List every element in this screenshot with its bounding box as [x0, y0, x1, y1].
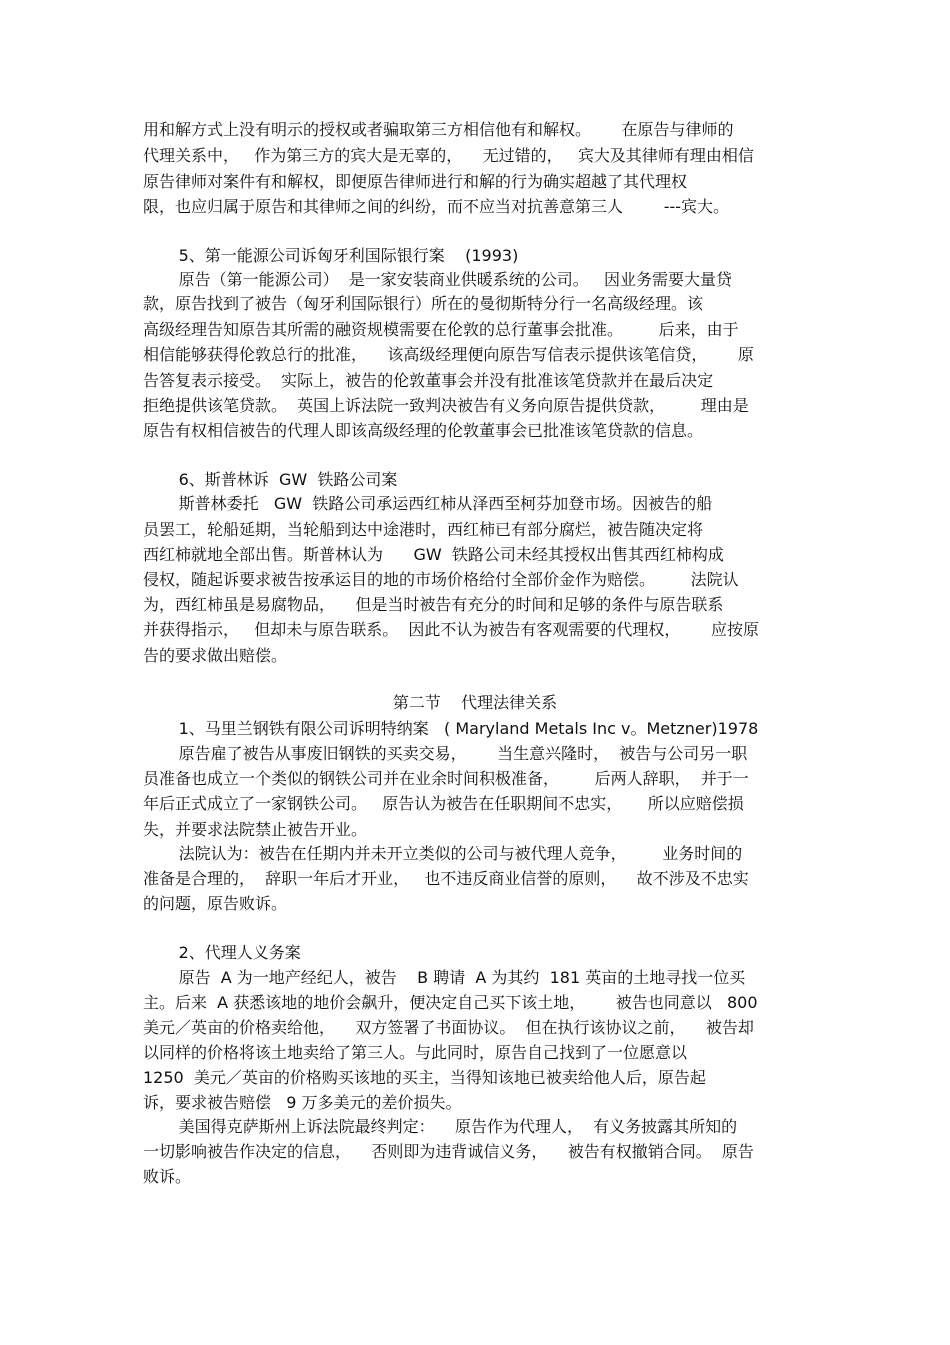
paragraph-line: 用和解方式上没有明示的授权或者骗取第三方相信他有和解权。 在原告与律师的 — [143, 120, 734, 139]
section-title: 第二节 代理法律关系 — [392, 693, 558, 712]
paragraph-line: 原告律师对案件有和解权，即便原告律师进行和解的行为确实超越了其代理权 — [143, 172, 688, 191]
paragraph-line: 拒绝提供该笔贷款。 英国上诉法院一致判决被告有义务向原告提供贷款， 理由是 — [143, 396, 749, 415]
paragraph-line: 一切影响被告作决定的信息， 否则即为违背诚信义务， 被告有权撤销合同。 原告 — [143, 1142, 754, 1161]
case-heading-1: 1、马里兰钢铁有限公司诉明特纳案 ( Maryland Metals Inc v。Metzner)1978 — [143, 719, 759, 738]
paragraph-line: 原告有权相信被告的代理人即该高级经理的伦敦董事会已批准该笔贷款的信息。 — [143, 421, 704, 440]
paragraph-line: 的问题，原告败诉。 — [143, 894, 288, 913]
paragraph-line: 款，原告找到了被告（匈牙利国际银行）所在的曼彻斯特分行一名高级经理。该 — [143, 294, 704, 313]
paragraph-line: 以同样的价格将该土地卖给了第三人。与此同时，原告自己找到了一位愿意以 — [143, 1043, 688, 1062]
paragraph-line: 侵权，随起诉要求被告按承运目的地的市场价格给付全部价金作为赔偿。 法院认 — [143, 570, 739, 589]
paragraph-line: 代理关系中， 作为第三方的宾大是无辜的， 无过错的， 宾大及其律师有理由相信 — [143, 146, 754, 165]
paragraph-line: 法院认为：被告在任期内并未开立类似的公司与被代理人竞争， 业务时间的 — [143, 844, 743, 863]
paragraph-line: 告的要求做出赔偿。 — [143, 646, 288, 665]
case-heading-2: 2、代理人义务案 — [143, 943, 301, 962]
paragraph-line: 高级经理告知原告其所需的融资规模需要在伦敦的总行董事会批准。 后来，由于 — [143, 320, 739, 339]
paragraph-line: 主。后来 A 获悉该地的地价会飙升，便决定自己买下该土地， 被告也同意以 800 — [143, 993, 758, 1012]
paragraph-line: 1250 美元／英亩的价格购买该地的买主，当得知该地已被卖给他人后，原告起 — [143, 1068, 706, 1087]
case-heading-6: 6、斯普林诉 GW 铁路公司案 — [143, 470, 398, 489]
paragraph-line: 原告雇了被告从事废旧钢铁的买卖交易， 当生意兴隆时， 被告与公司另一职 — [143, 744, 748, 763]
case-heading-5: 5、第一能源公司诉匈牙利国际银行案 (1993) — [143, 246, 519, 265]
paragraph-line: 员准备也成立一个类似的钢铁公司并在业余时间积极准备， 后两人辞职， 并于一 — [143, 769, 749, 788]
paragraph-line: 并获得指示， 但却未与原告联系。 因此不认为被告有客观需要的代理权， 应按原 — [143, 620, 759, 639]
paragraph-line: 为，西红柿虽是易腐物品， 但是当时被告有充分的时间和足够的条件与原告联系 — [143, 595, 724, 614]
paragraph-line: 限，也应归属于原告和其律师之间的纠纷，而不应当对抗善意第三人 ---宾大。 — [143, 197, 730, 216]
paragraph-line: 年后正式成立了一家钢铁公司。 原告认为被告在任职期间不忠实， 所以应赔偿损 — [143, 794, 744, 813]
paragraph-line: 败诉。 — [143, 1167, 192, 1186]
paragraph-line: 原告（第一能源公司） 是一家安装商业供暖系统的公司。 因业务需要大量贷 — [143, 270, 733, 289]
paragraph-line: 失，并要求法院禁止被告开业。 — [143, 820, 368, 839]
paragraph-line: 相信能够获得伦敦总行的批准， 该高级经理便向原告写信表示提供该笔信贷， 原 — [143, 345, 754, 364]
paragraph-line: 员罢工，轮船延期，当轮船到达中途港时，西红柿已有部分腐烂，被告随决定将 — [143, 520, 704, 539]
paragraph-line: 准备是合理的， 辞职一年后才开业， 也不违反商业信誉的原则， 故不涉及不忠实 — [143, 869, 749, 888]
paragraph-line: 告答复表示接受。 实际上，被告的伦敦董事会并没有批准该笔贷款并在最后决定 — [143, 371, 714, 390]
paragraph-line: 美元／英亩的价格卖给他， 双方签署了书面协议。 但在执行该协议之前， 被告却 — [143, 1018, 754, 1037]
paragraph-line: 西红柿就地全部出售。斯普林认为 GW 铁路公司未经其授权出售其西红柿构成 — [143, 545, 724, 564]
paragraph-line: 原告 A 为一地产经纪人，被告 B 聘请 A 为其约 181 英亩的土地寻找一位买 — [143, 968, 746, 987]
paragraph-line: 诉，要求被告赔偿 9 万多美元的差价损失。 — [143, 1093, 462, 1112]
paragraph-line: 斯普林委托 GW 铁路公司承运西红柿从泽西至柯芬加登市场。因被告的船 — [143, 494, 713, 513]
paragraph-line: 美国得克萨斯州上诉法院最终判定： 原告作为代理人， 有义务披露其所知的 — [143, 1117, 738, 1136]
